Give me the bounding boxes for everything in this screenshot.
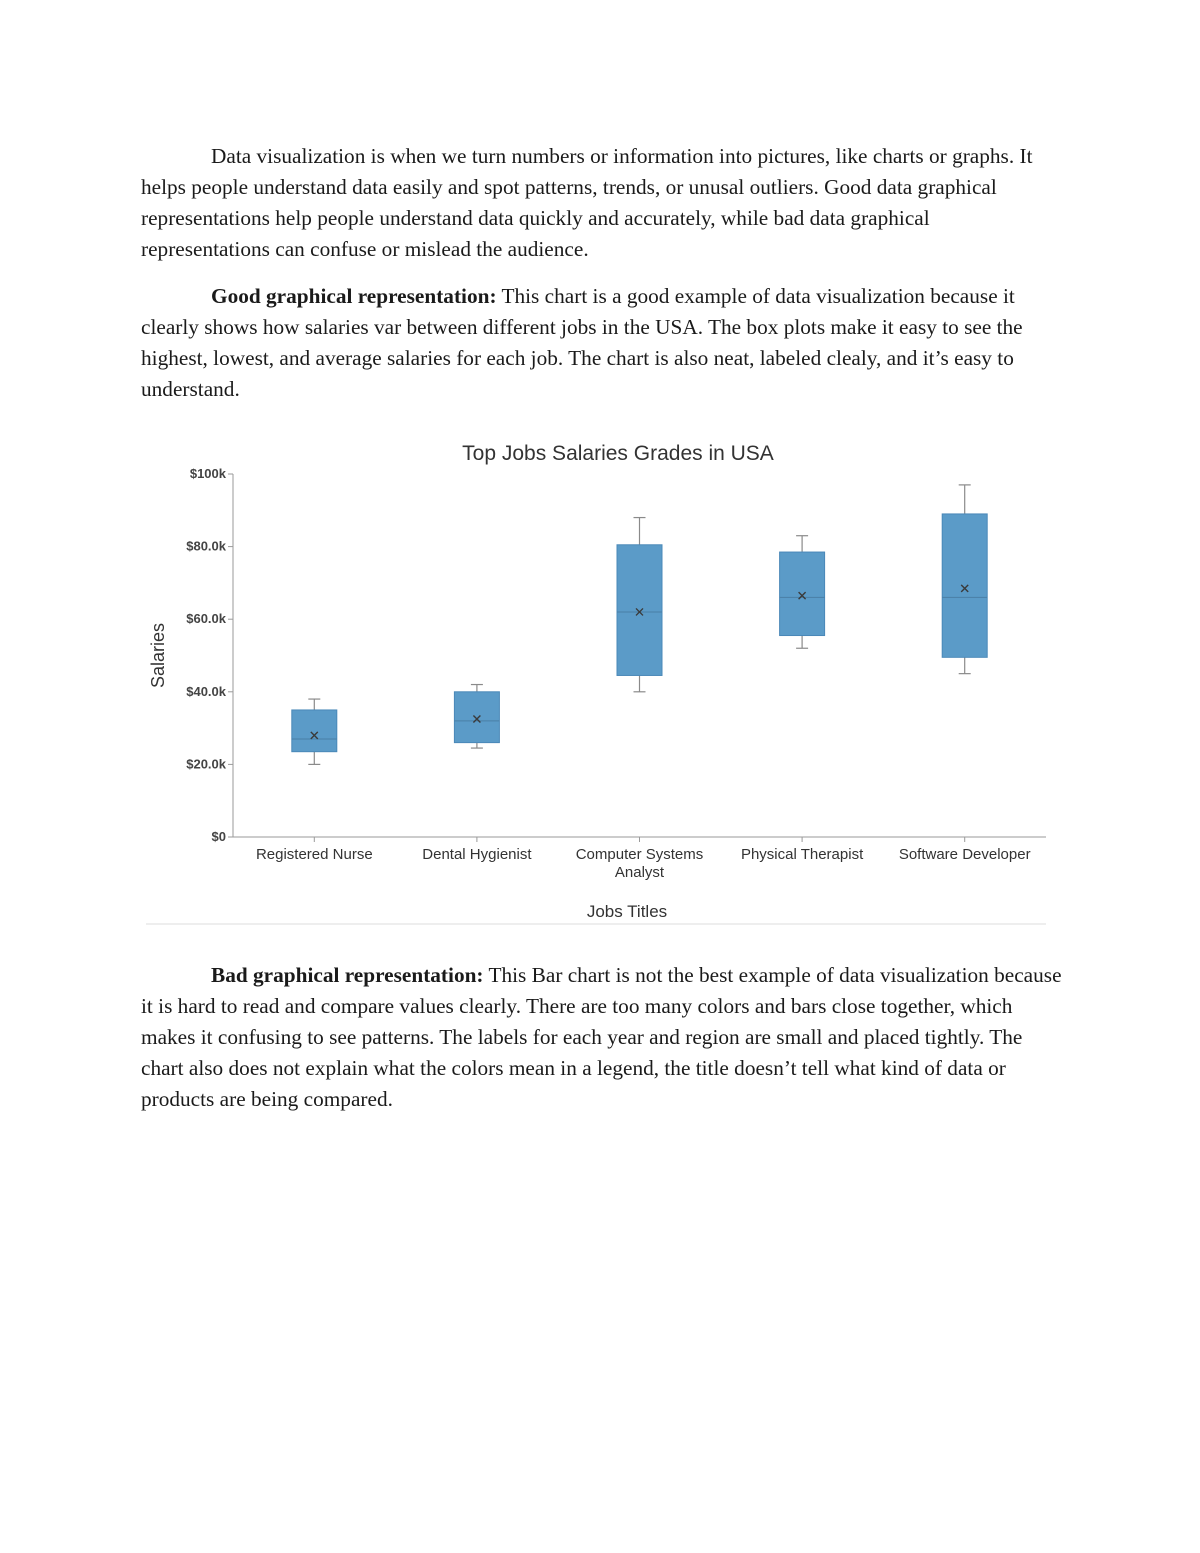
x-tick-label: Registered Nurse — [255, 846, 373, 863]
x-tick-label: Physical Therapist — [740, 846, 864, 863]
x-tick-label: Computer Systems — [575, 846, 704, 863]
box-3 — [780, 552, 825, 635]
box-4 — [942, 514, 987, 657]
y-tick-label: $80.0k — [186, 538, 226, 554]
x-tick-label: Software Developer — [898, 846, 1031, 863]
box-1 — [454, 692, 499, 743]
y-tick-label: $0 — [211, 829, 226, 844]
y-tick-label: $20.0k — [186, 756, 226, 772]
x-axis-label: Jobs Titles — [586, 902, 668, 921]
x-tick-label: Dental Hygienist — [422, 846, 532, 863]
y-axis-label: Salaries — [148, 622, 168, 689]
y-tick-label: $40.0k — [186, 683, 226, 699]
x-tick-label: Analyst — [614, 864, 665, 881]
bad-text: This Bar chart is not the best example of data visualization because it is hard to read and compare values clearly. There are too many colors and bars close together, which makes it confusing to see patterns. The labels for each year and region are small and placed tightly. The chart also does not explain what the colors mean in a legend, the title doesn’t tell what kind of data or products are being compared. — [141, 963, 1062, 1111]
y-tick-label: $100k — [189, 466, 226, 481]
paragraph-bad — [141, 960, 1063, 1115]
paragraph-intro: Data visualization is when we turn numbers or information into pictures, like charts or graphs. It helps people understand data easily and spot patterns, trends, or unusal outliers. Good data graphical representations help people understand data quickly and accurately, while bad data graphical representations can confuse or mislead the audience. — [141, 144, 1033, 261]
box-2 — [617, 545, 662, 676]
box-0 — [292, 710, 337, 752]
salary-boxplot-chart — [140, 432, 1052, 927]
chart-title: Top Jobs Salaries Grades in USA — [462, 442, 774, 465]
bad-heading: Bad graphical representation: — [211, 963, 484, 987]
good-text: This chart is a good example of data visualization because it clearly shows how salaries var between different jobs in the USA. The box plots make it easy to see the highest, lowest, and average salaries for each job. The chart is also neat, labeled clealy, and it’s easy to understand. — [141, 284, 1023, 401]
good-heading: Good graphical representation: — [211, 284, 497, 308]
paragraph-good — [141, 281, 1063, 405]
y-tick-label: $60.0k — [186, 611, 226, 627]
